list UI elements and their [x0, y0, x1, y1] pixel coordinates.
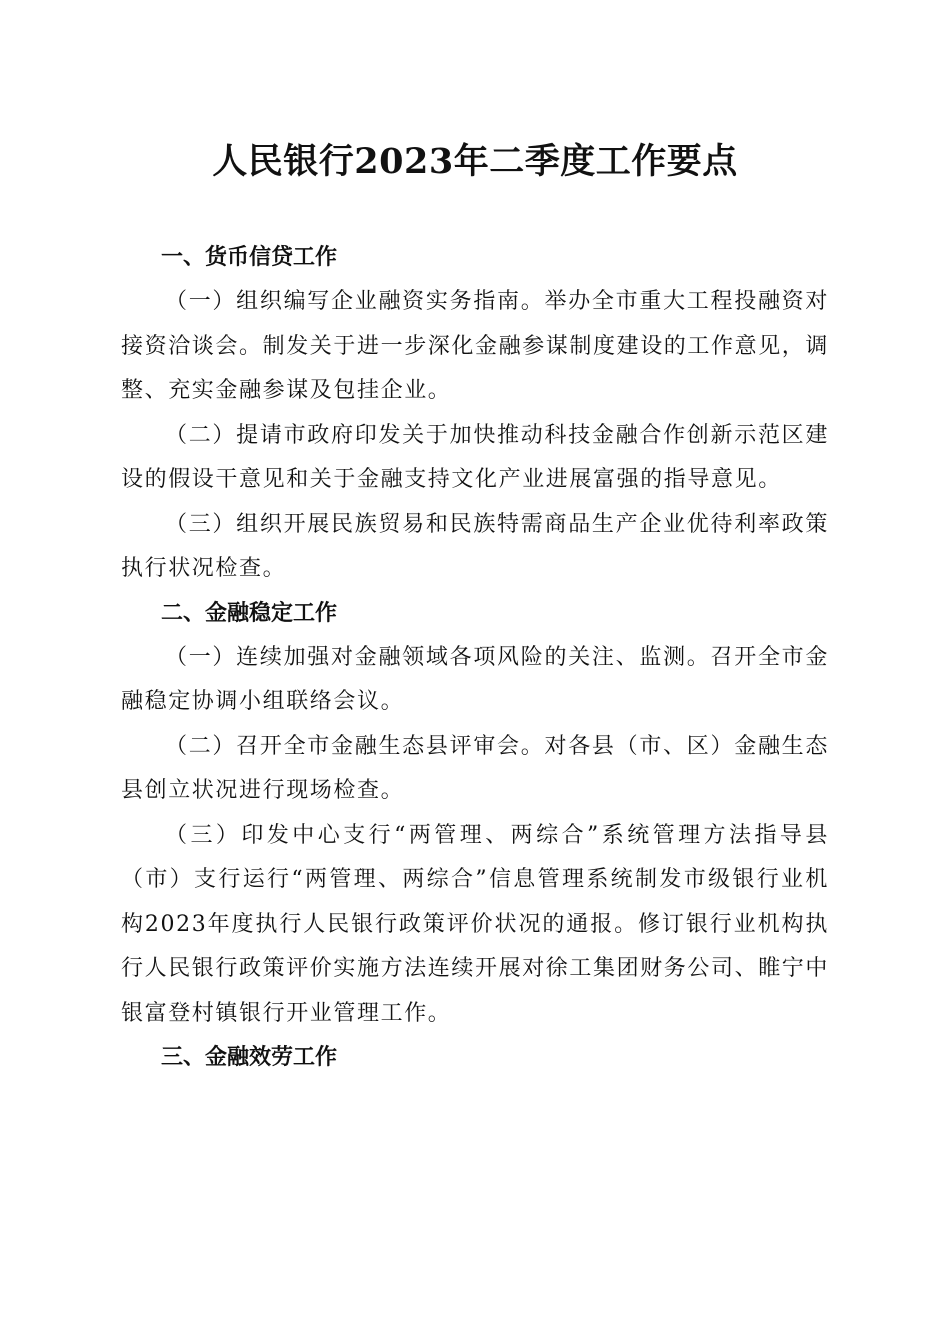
section-heading: 二、金融稳定工作	[161, 600, 338, 626]
paragraph: （一）连续加强对金融领域各项风险的关注、监测。召开全市金融稳定协调小组联络会议。	[121, 644, 829, 714]
paragraph: （二）召开全市金融生态县评审会。对各县（市、区）金融生态县创立状况进行现场检查。	[121, 733, 829, 803]
document-title: 人民银行2023年二季度工作要点	[212, 141, 738, 182]
document-body	[121, 236, 829, 1080]
section-heading: 一、货币信贷工作	[161, 245, 338, 270]
paragraph: （三）印发中心支行“两管理、两综合”系统管理方法指导县（市）支行运行“两管理、两综合”信息管理系统制发市级银行业机构2023年度执行人民银行政策评价状况的通报。修订银行业机构执行人民银行政策评价实施方法连续开展对徐工集团财务公司、睢宁中银富登村镇银行开业管理工作。	[121, 822, 830, 1026]
paragraph: （二）提请市政府印发关于加快推动科技金融合作创新示范区建设的假设干意见和关于金融支持文化产业进展富强的指导意见。	[121, 422, 829, 492]
paragraph: （一）组织编写企业融资实务指南。举办全市重大工程投融资对接资洽谈会。制发关于进一步深化金融参谋制度建设的工作意见，调整、充实金融参谋及包挂企业。	[121, 289, 830, 403]
paragraph: （三）组织开展民族贸易和民族特需商品生产企业优待利率政策执行状况检查。	[121, 511, 829, 581]
section-heading: 三、金融效劳工作	[161, 1045, 338, 1070]
